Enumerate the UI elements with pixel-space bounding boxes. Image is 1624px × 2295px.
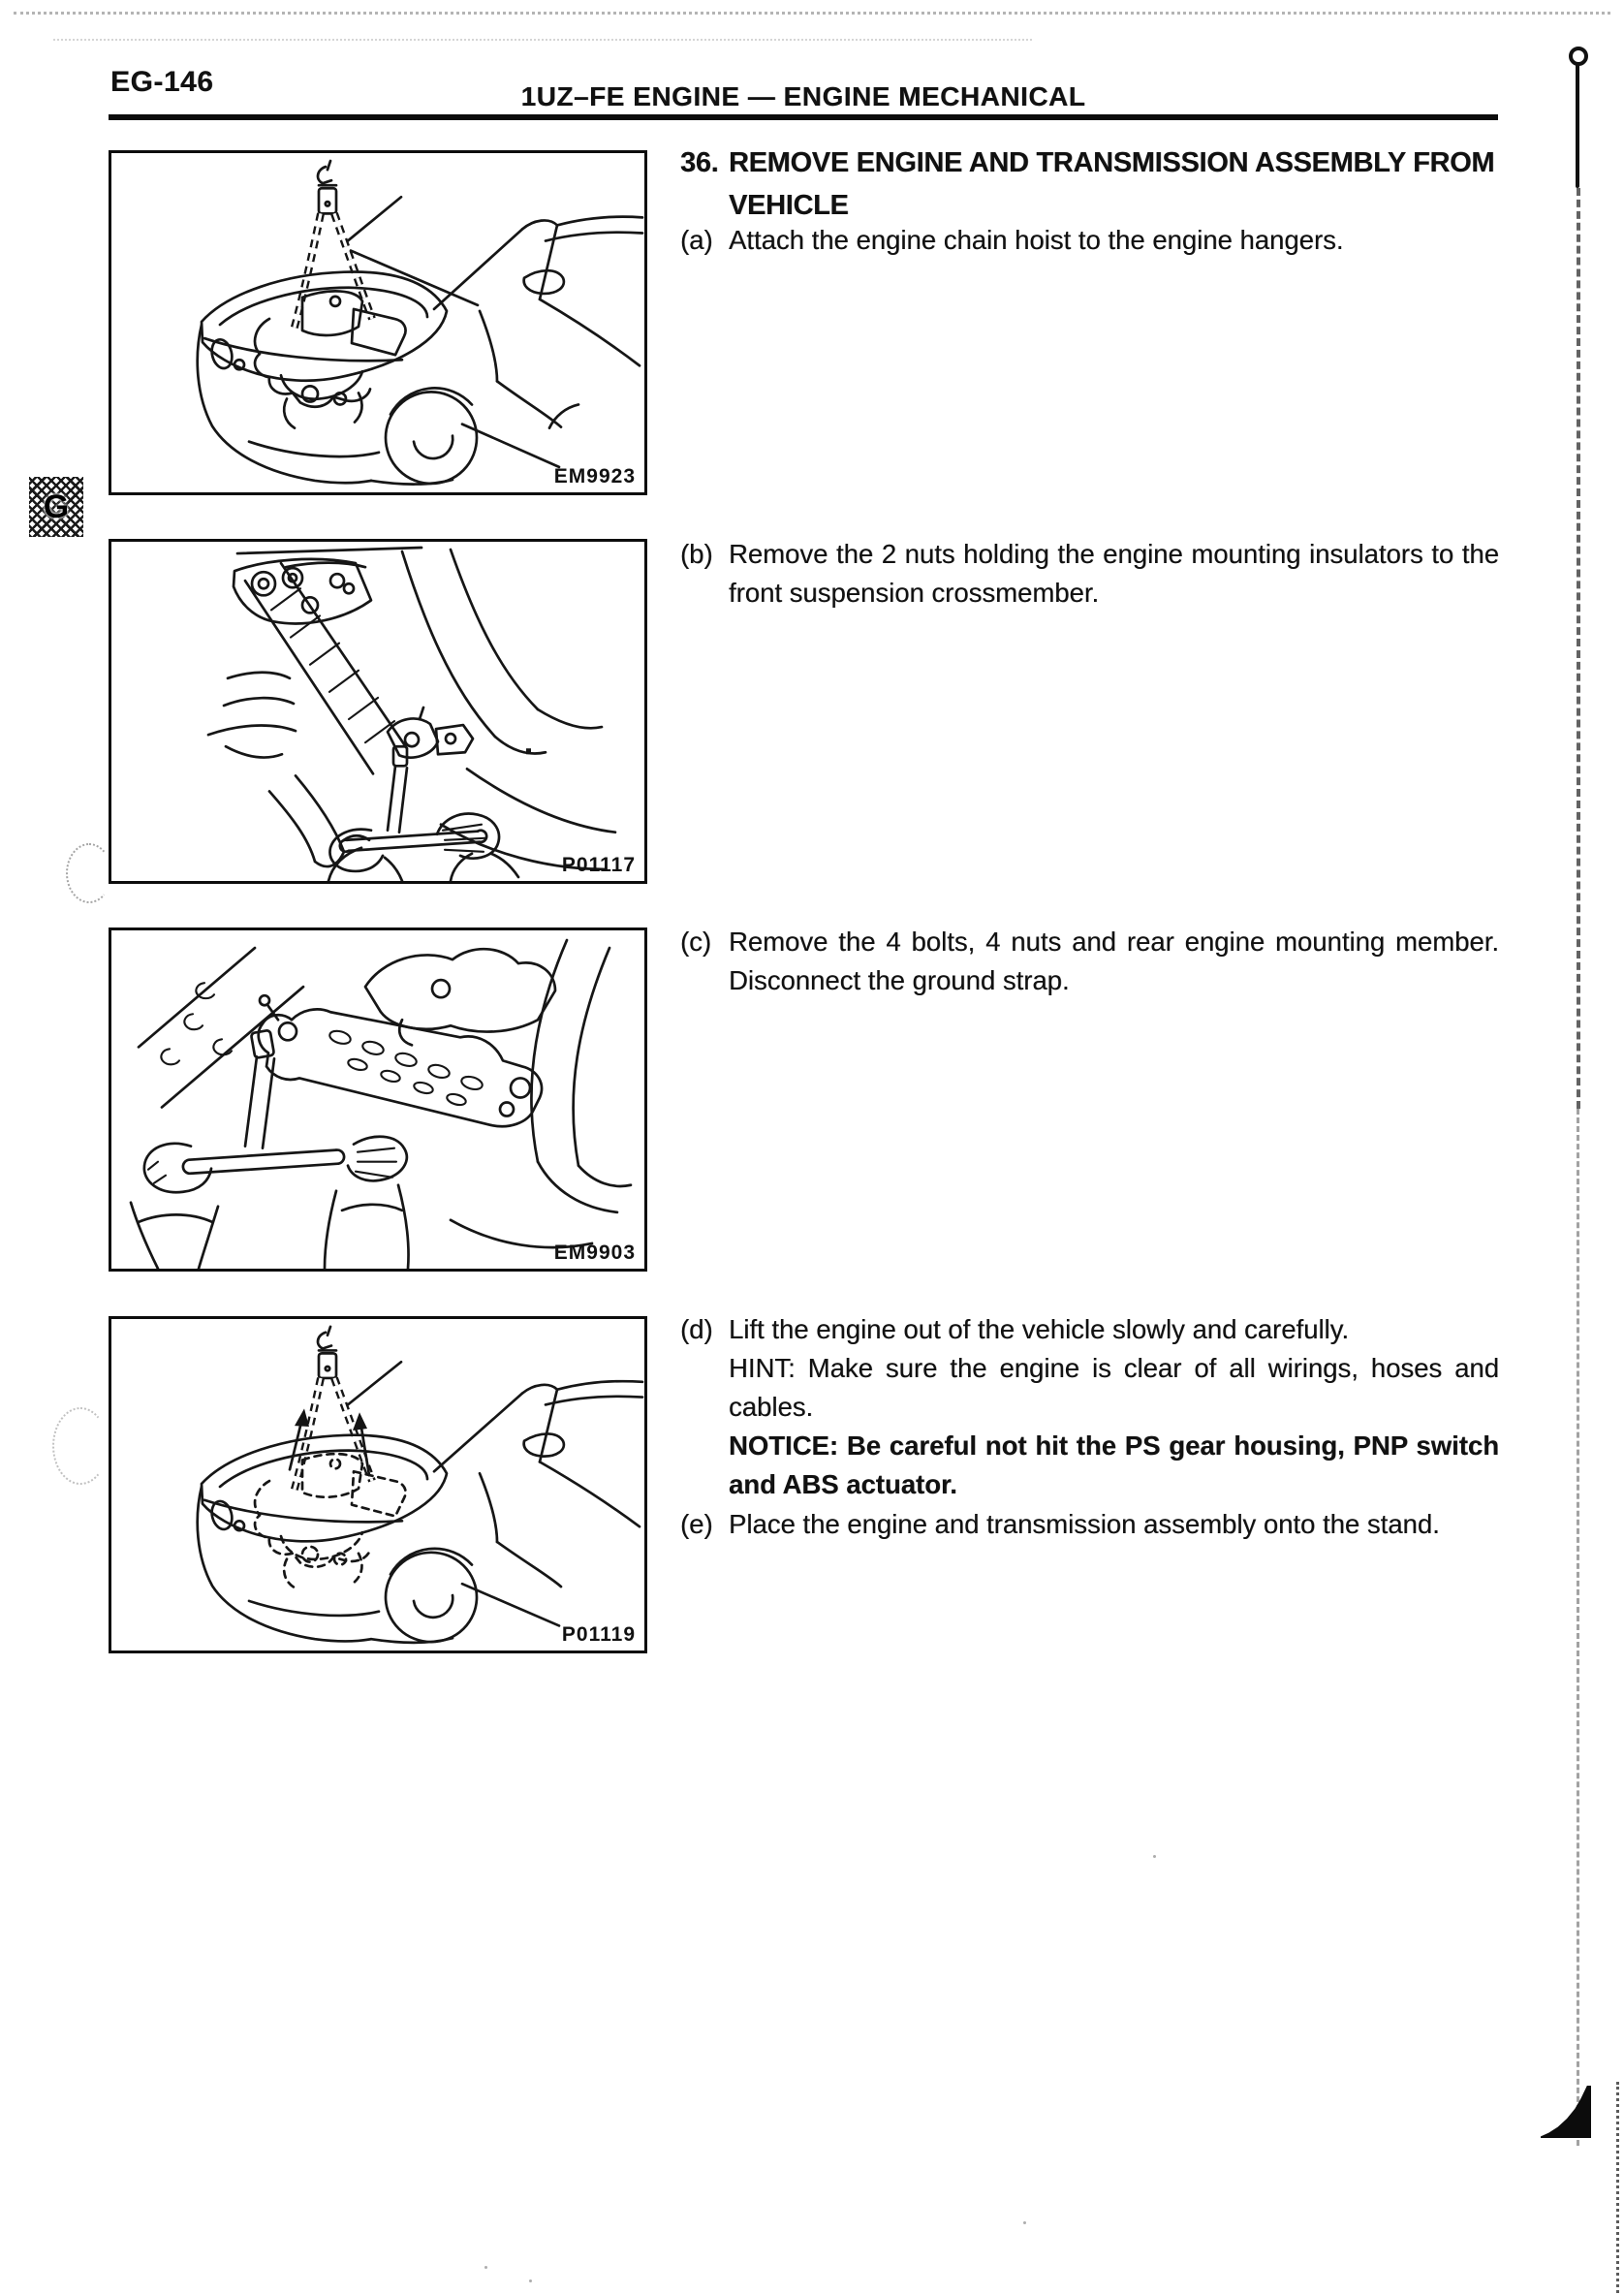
substep-label: (d) <box>680 1314 713 1344</box>
section-tab-letter: G <box>43 487 70 525</box>
figure-rear-mounting-member <box>109 927 647 1272</box>
scan-speck <box>529 2279 532 2282</box>
substep-text: Lift the engine out of the vehicle slowly and carefully. <box>729 1314 1350 1344</box>
scan-edge-line-dashed-2 <box>1577 1109 1579 2146</box>
substep-b <box>680 535 1499 613</box>
step-title: REMOVE ENGINE AND TRANSMISSION ASSEMBLY FROM VEHICLE <box>729 147 1495 221</box>
step-number: 36. <box>680 147 719 178</box>
scan-speck <box>1023 2221 1026 2224</box>
figure-code: EM9923 <box>553 465 636 487</box>
substep-text: Attach the engine chain hoist to the engine hangers. <box>729 225 1344 255</box>
punch-hole-mark-2 <box>52 1407 109 1485</box>
scan-edge-line-dashed <box>1577 188 1580 1109</box>
scan-corner-blob <box>1541 2086 1591 2138</box>
punch-hole-mark <box>66 843 112 903</box>
step-heading <box>680 141 1499 227</box>
scan-noise-top-dots-2 <box>53 39 1032 41</box>
substep-text: Remove the 2 nuts holding the engine mounting insulators to the front suspension crossmember. <box>729 539 1499 608</box>
substep-label: (e) <box>680 1509 713 1539</box>
section-tab <box>29 477 83 537</box>
scan-speck <box>1153 1855 1156 1858</box>
page-number: EG-146 <box>110 66 214 98</box>
substep-c <box>680 923 1499 1000</box>
substep-text: Remove the 4 bolts, 4 nuts and rear engine mounting member. Disconnect the ground strap. <box>729 927 1499 995</box>
substep-label: (a) <box>680 225 713 255</box>
car-engine-lift-illustration <box>111 1319 644 1651</box>
mounting-member-wrench-illustration <box>111 930 644 1269</box>
substep-text: Place the engine and transmission assembly onto the stand. <box>729 1509 1440 1539</box>
header-rule <box>109 114 1498 120</box>
undercarriage-wrench-illustration <box>111 542 644 881</box>
figure-engine-lift-out <box>109 1316 647 1653</box>
section-title: 1UZ–FE ENGINE — ENGINE MECHANICAL <box>520 81 1086 111</box>
substep-notice: NOTICE: Be careful not hit the PS gear housing, PNP switch and ABS actuator. <box>729 1430 1499 1499</box>
scan-edge-dots-bottom <box>1616 2082 1619 2293</box>
figure-insulator-nuts <box>109 539 647 884</box>
substep-label: (b) <box>680 539 713 569</box>
scan-speck <box>484 2266 487 2269</box>
scan-noise-top-dots <box>14 12 1610 15</box>
figure-engine-hoist <box>109 150 647 495</box>
substep-d <box>680 1310 1499 1504</box>
substep-a <box>680 221 1499 260</box>
car-engine-hoist-illustration <box>111 153 644 492</box>
substep-e <box>680 1505 1499 1544</box>
substep-label: (c) <box>680 927 712 957</box>
figure-code: EM9903 <box>553 1242 636 1264</box>
substep-hint: HINT: Make sure the engine is clear of all wirings, hoses and cables. <box>729 1353 1499 1422</box>
figure-code: P01117 <box>561 854 636 876</box>
figure-code: P01119 <box>561 1623 636 1646</box>
scan-edge-line <box>1576 62 1579 188</box>
